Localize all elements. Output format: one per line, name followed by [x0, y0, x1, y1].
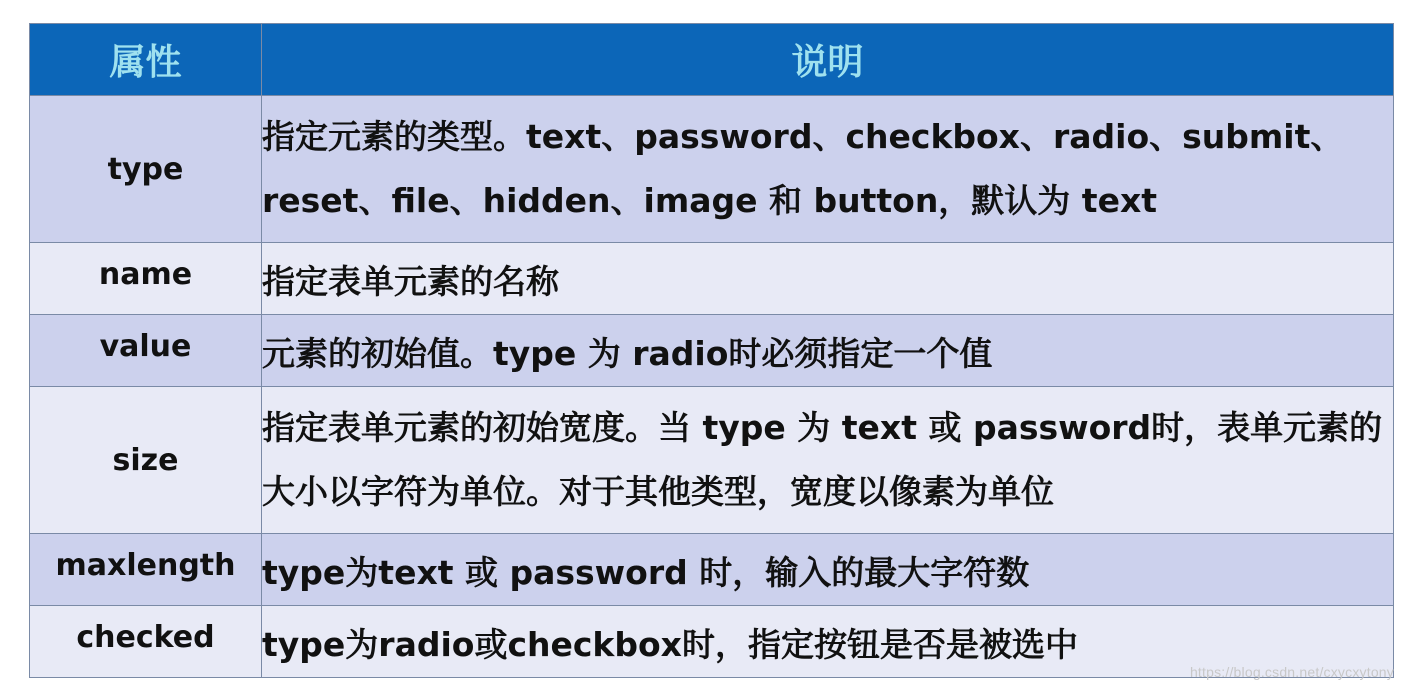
- description-cell: type为text 或 password 时，输入的最大字符数: [262, 534, 1394, 606]
- watermark-text: https://blog.csdn.net/cxycxytony: [1189, 664, 1394, 680]
- header-row: [30, 24, 1394, 96]
- description-cell: 指定元素的类型。text、password、checkbox、radio、submit、reset、file、hidden、image 和 button，默认为 text: [262, 96, 1394, 243]
- attribute-cell: checked: [30, 606, 262, 678]
- attribute-cell: maxlength: [30, 534, 262, 606]
- attribute-cell: value: [30, 315, 262, 387]
- description-cell: 指定表单元素的初始宽度。当 type 为 text 或 password时，表单元素的大小以字符为单位。对于其他类型，宽度以像素为单位: [262, 387, 1394, 534]
- description-cell: 元素的初始值。type 为 radio时必须指定一个值: [262, 315, 1394, 387]
- description-cell: 指定表单元素的名称: [262, 243, 1394, 315]
- attribute-cell: name: [30, 243, 262, 315]
- attributes-table: [29, 23, 1394, 678]
- table-row-size: [30, 387, 1394, 534]
- attribute-cell: size: [30, 387, 262, 534]
- table-row-value: [30, 315, 1394, 387]
- table-row-checked: [30, 606, 1394, 678]
- header-description: 说明: [262, 24, 1394, 96]
- table-row-maxlength: [30, 534, 1394, 606]
- header-attribute: 属性: [30, 24, 262, 96]
- attribute-cell: type: [30, 96, 262, 243]
- table-row-name: [30, 243, 1394, 315]
- table-row-type: [30, 96, 1394, 243]
- description-cell: type为radio或checkbox时，指定按钮是否是被选中: [262, 606, 1394, 678]
